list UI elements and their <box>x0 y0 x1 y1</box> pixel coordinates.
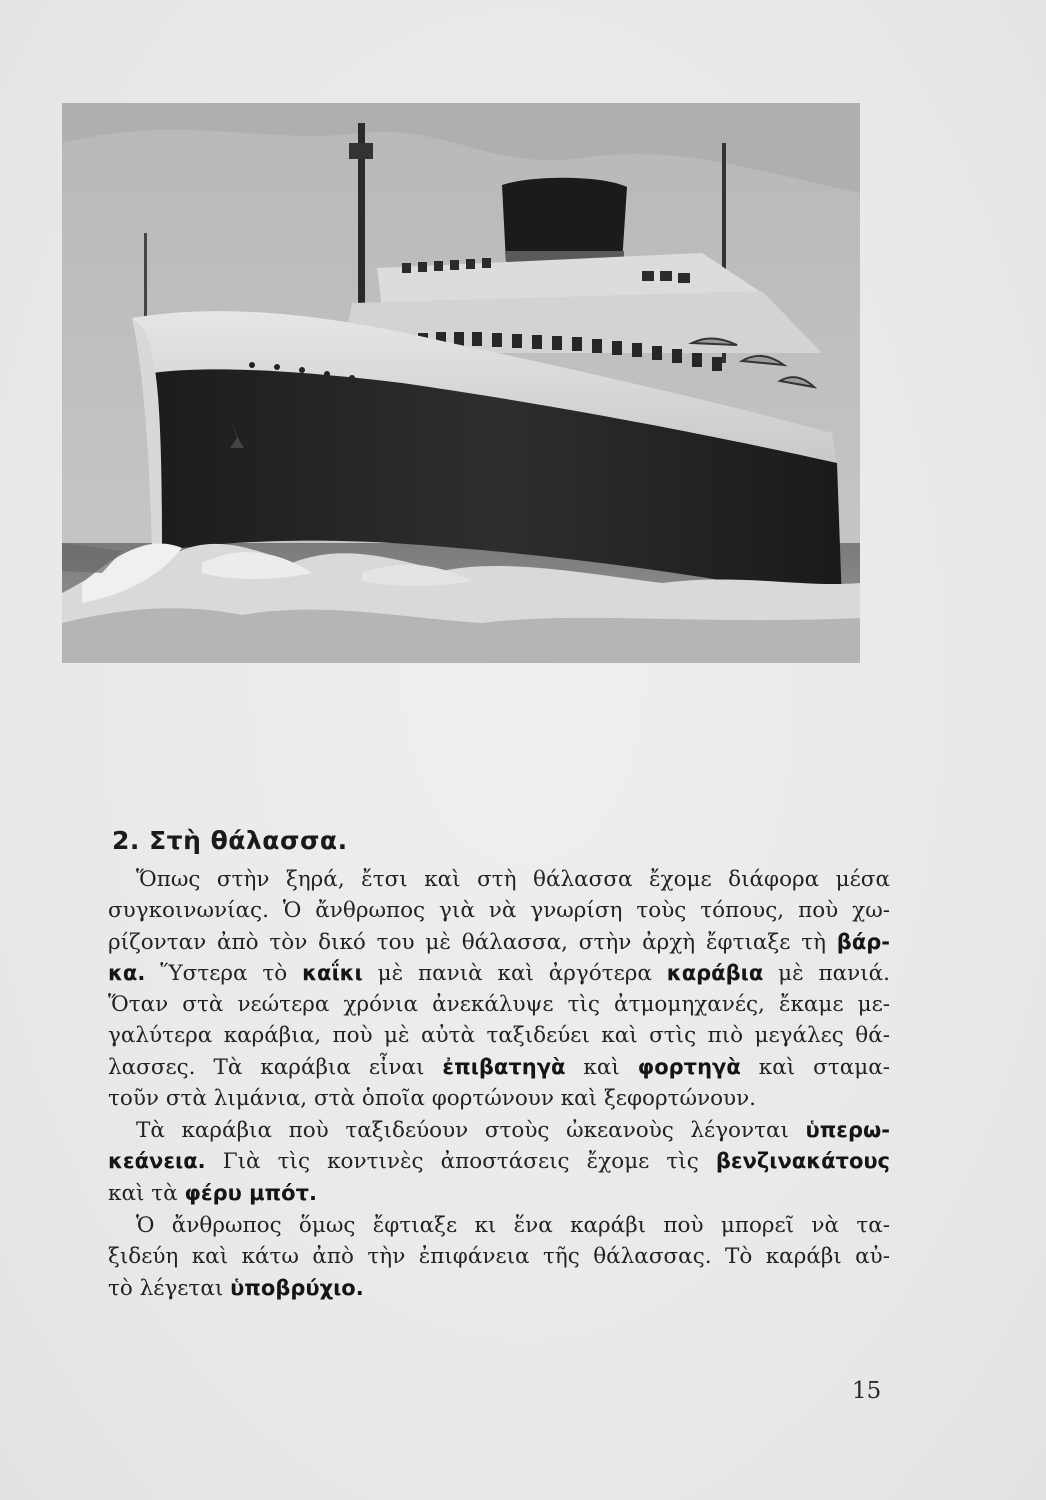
text-line <box>108 864 890 895</box>
bold-term: ὑποβρύχιο. <box>230 1275 364 1300</box>
text-run: μὲ πανιά. <box>763 960 890 986</box>
text-run: Ὁ ἄνθρωπος ὅμως ἔφτιαξε κι ἕνα καράβι ποὺ μπορεῖ νὰ τα- <box>136 1213 890 1238</box>
page-number: 15 <box>852 1378 882 1404</box>
text-run: Ὅπως στὴν ξηρά, ἔτσι καὶ στὴ θάλασσα ἔχομε διάφορα μέσα <box>136 867 890 892</box>
ship-illustration <box>62 103 860 663</box>
section-title: 2. Στὴ θάλασσα. <box>112 826 348 855</box>
bold-term: κεάνεια. <box>108 1149 206 1174</box>
bold-term: καΐκι <box>302 960 363 985</box>
text-run: λασσες. Τὰ καράβια εἶναι <box>108 1054 443 1080</box>
text-run: μὲ πανιὰ καὶ ἀργότερα <box>362 960 667 986</box>
text-run: τοῦν στὰ λιμάνια, στὰ ὁποῖα φορτώνουν καὶ ξεφορτώνουν. <box>108 1086 757 1112</box>
text-line <box>108 1115 890 1146</box>
text-line <box>108 1146 890 1177</box>
text-line <box>108 927 890 958</box>
text-run: Τὰ καράβια ποὺ ταξιδεύουν στοὺς ὠκεανοὺς λέγονται <box>136 1118 806 1143</box>
paragraph-2 <box>108 1115 890 1209</box>
text-line <box>108 1020 890 1051</box>
text-run: καὶ σταμα- <box>740 1054 890 1080</box>
text-line <box>108 1178 890 1209</box>
text-run: γαλύτερα καράβια, ποὺ μὲ αὐτὰ ταξιδεύει καὶ στὶς πιὸ μεγάλες θά- <box>108 1023 890 1049</box>
paragraph-1 <box>108 864 890 1114</box>
text-line <box>108 1241 890 1272</box>
text-run: Γιὰ τὶς κοντινὲς ἀποστάσεις ἔχομε τὶς <box>205 1149 716 1175</box>
text-run: ρίζονταν ἀπὸ τὸν δικό του μὲ θάλασσα, στὴν ἀρχὴ ἔφτιαξε τὴ <box>108 929 837 955</box>
text-line <box>108 1052 890 1083</box>
text-run: συγκοινωνίας. Ὁ ἄνθρωπος γιὰ νὰ γνωρίση τοὺς τόπους, ποὺ χω- <box>108 898 890 924</box>
paragraph-3 <box>108 1210 890 1304</box>
text-line <box>108 1210 890 1241</box>
bold-term: φορτηγὰ <box>637 1054 741 1079</box>
text-line <box>108 895 890 926</box>
text-run: καὶ τὰ <box>108 1180 185 1206</box>
bold-term: βάρ- <box>836 929 890 954</box>
bold-term: ὑπερω- <box>805 1118 890 1142</box>
text-run: τὸ λέγεται <box>108 1275 231 1301</box>
text-line <box>108 989 890 1020</box>
text-line <box>108 1083 890 1114</box>
bold-term: κα. <box>108 960 146 985</box>
bold-term: καράβια <box>666 960 764 985</box>
text-run: Ὕστερα τὸ <box>145 960 303 986</box>
bold-term: ἐπιβατηγὰ <box>442 1054 566 1079</box>
text-line <box>108 958 890 989</box>
text-run: Ὅταν στὰ νεώτερα χρόνια ἀνεκάλυψε τὶς ἀτμομηχανές, ἔκαμε με- <box>108 992 890 1018</box>
text-line <box>108 1273 890 1304</box>
bold-term: φέρυ μπότ. <box>184 1180 317 1205</box>
bold-term: βενζινακάτους <box>715 1149 890 1174</box>
text-run: ξιδεύη καὶ κάτω ἀπὸ τὴν ἐπιφάνεια τῆς θάλασσας. Τὸ καράβι αὐ- <box>108 1244 890 1270</box>
text-run: καὶ <box>565 1054 638 1080</box>
